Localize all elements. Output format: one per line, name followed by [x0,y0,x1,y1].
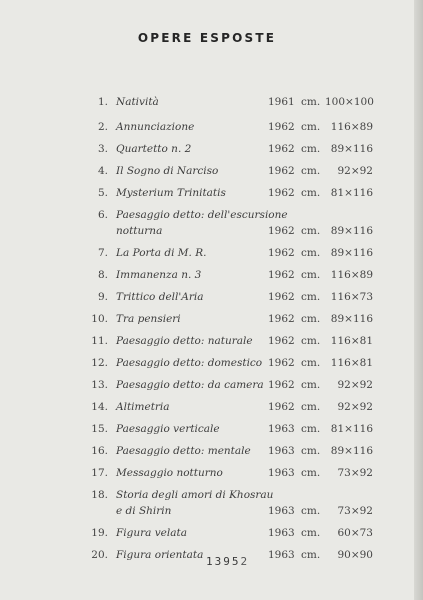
work-unit: cm. [301,247,321,259]
work-year: 1962 [268,225,295,237]
work-title: Paesaggio detto: domestico [116,357,263,369]
inventory-stamp [206,555,249,568]
work-row [0,489,414,525]
work-year: 1963 [268,423,295,435]
work-dimensions: 73×92 [337,467,373,479]
work-title: Quartetto n. 2 [116,143,192,155]
work-number: 19. [91,527,108,539]
work-number: 18. [91,489,108,501]
work-title: Mysterium Trinitatis [116,187,226,199]
work-year: 1962 [268,313,295,325]
work-row [0,121,414,139]
work-number: 16. [91,445,108,457]
work-dimensions: 73×92 [337,505,373,517]
work-unit: cm. [301,313,321,325]
work-dimensions: 116×73 [330,291,373,303]
work-row [0,467,414,485]
work-dimensions: 116×81 [330,335,373,347]
inventory-stamp-digits: 1395 [206,555,241,568]
work-dimensions: 90×90 [337,549,373,561]
work-row [0,423,414,441]
work-title: Il Sogno di Narciso [116,165,219,177]
work-year: 1962 [268,247,295,259]
work-number: 1. [97,96,108,108]
work-title: Altimetria [116,401,170,413]
work-year: 1962 [268,379,295,391]
work-year: 1961 [268,96,295,108]
work-number: 12. [91,357,108,369]
work-dimensions: 81×116 [330,187,373,199]
work-row [0,335,414,353]
work-unit: cm. [301,445,321,457]
page-edge [414,0,423,600]
work-dimensions: 89×116 [330,445,373,457]
work-row [0,291,414,309]
work-unit: cm. [301,357,321,369]
work-unit: cm. [301,505,321,517]
work-number: 4. [97,165,108,177]
work-title: Messaggio notturno [116,467,223,479]
work-year: 1963 [268,445,295,457]
work-title: Natività [116,96,159,108]
work-year: 1962 [268,269,295,281]
work-year: 1962 [268,165,295,177]
work-title: Annunciazione [116,121,195,133]
work-row [0,96,414,114]
work-title: Figura orientata [116,549,204,561]
work-row [0,165,414,183]
work-unit: cm. [301,335,321,347]
work-number: 9. [97,291,108,303]
work-dimensions: 92×92 [337,165,373,177]
work-title-continued: e di Shirin [116,505,172,517]
work-dimensions: 60×73 [337,527,373,539]
work-dimensions: 100×100 [325,96,374,108]
work-number: 14. [91,401,108,413]
work-unit: cm. [301,225,321,237]
work-dimensions: 92×92 [337,379,373,391]
work-row [0,401,414,419]
work-unit: cm. [301,96,321,108]
work-dimensions: 116×81 [330,357,373,369]
work-title: La Porta di M. R. [116,247,207,259]
work-year: 1963 [268,505,295,517]
work-unit: cm. [301,527,321,539]
work-row [0,527,414,545]
work-title: Figura velata [116,527,187,539]
work-title: Paesaggio detto: dell'escursione [116,209,288,221]
work-unit: cm. [301,379,321,391]
work-row [0,357,414,375]
work-row [0,209,414,245]
work-year: 1963 [268,467,295,479]
work-row [0,445,414,463]
work-title: Immanenza n. 3 [116,269,202,281]
work-title: Paesaggio detto: da camera [116,379,264,391]
work-unit: cm. [301,121,321,133]
work-dimensions: 116×89 [330,121,373,133]
work-dimensions: 89×116 [330,313,373,325]
work-number: 3. [97,143,108,155]
work-unit: cm. [301,165,321,177]
work-year: 1962 [268,291,295,303]
work-number: 13. [91,379,108,391]
work-number: 20. [91,549,108,561]
work-unit: cm. [301,401,321,413]
work-year: 1962 [268,401,295,413]
work-title: Trittico dell'Aria [116,291,204,303]
work-dimensions: 89×116 [330,225,373,237]
work-dimensions: 81×116 [330,423,373,435]
work-unit: cm. [301,549,321,561]
work-title-continued: notturna [116,225,163,237]
work-title: Storia degli amori di Khosrau [116,489,274,501]
work-row [0,313,414,331]
work-dimensions: 116×89 [330,269,373,281]
work-number: 6. [97,209,108,221]
work-year: 1962 [268,143,295,155]
work-unit: cm. [301,143,321,155]
work-number: 7. [97,247,108,259]
work-row [0,247,414,265]
work-row [0,187,414,205]
work-number: 17. [91,467,108,479]
work-dimensions: 89×116 [330,143,373,155]
work-dimensions: 92×92 [337,401,373,413]
work-unit: cm. [301,187,321,199]
work-number: 11. [91,335,108,347]
work-number: 10. [91,313,108,325]
work-title: Tra pensieri [116,313,181,325]
work-year: 1962 [268,335,295,347]
inventory-stamp-last-digit: 2 [240,555,250,568]
work-number: 15. [91,423,108,435]
work-number: 2. [97,121,108,133]
work-year: 1963 [268,527,295,539]
work-unit: cm. [301,467,321,479]
work-year: 1962 [268,121,295,133]
work-title: Paesaggio detto: naturale [116,335,253,347]
work-unit: cm. [301,291,321,303]
work-year: 1963 [268,549,295,561]
work-number: 8. [97,269,108,281]
work-title: Paesaggio detto: mentale [116,445,251,457]
work-title: Paesaggio verticale [116,423,220,435]
work-unit: cm. [301,269,321,281]
work-row [0,269,414,287]
work-row [0,143,414,161]
work-unit: cm. [301,423,321,435]
work-number: 5. [97,187,108,199]
work-row [0,379,414,397]
work-dimensions: 89×116 [330,247,373,259]
work-year: 1962 [268,187,295,199]
work-year: 1962 [268,357,295,369]
page-title: OPERE ESPOSTE [137,31,277,45]
